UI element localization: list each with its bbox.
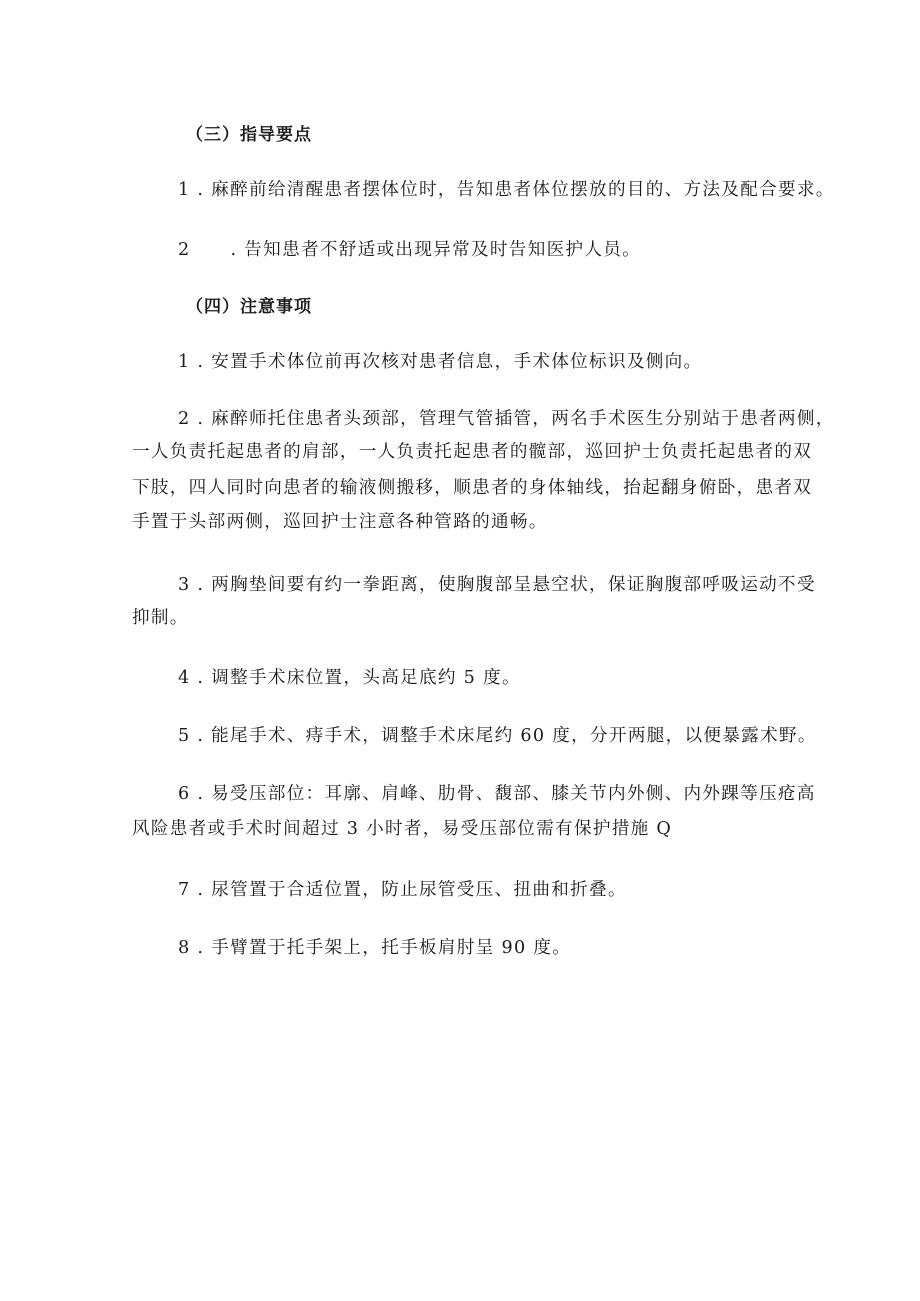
note-item-2-line-4: 手置于头部两侧，巡回护士注意各种管路的通畅。 [132,512,548,532]
guidance-item-2-text: . 告知患者不舒适或出现异常及时告知医护人员。 [230,240,642,260]
note-item-2-line-1: 2 . 麻醉师托住患者头颈部，管理气管插管，两名手术医生分别站于患者两侧， [178,409,835,429]
note-item-3-line-2: 抑制。 [132,608,189,628]
note-item-6-line-1: 6 . 易受压部位：耳廓、肩峰、肋骨、馥部、膝关节内外侧、内外踝等压疮高 [178,784,816,804]
note-item-1: 1 . 安置手术体位前再次核对患者信息，手术体位标识及侧向。 [178,352,703,372]
section-heading-notes: （四）注意事项 [186,297,312,317]
note-item-6-line-2: 风险患者或手术时间超过 3 小时者，易受压部位需有保护措施 Q [132,819,673,839]
section-heading-guidance: （三）指导要点 [186,125,312,145]
note-item-7: 7 . 尿管置于合适位置，防止尿管受压、扭曲和折叠。 [178,880,627,900]
note-item-3-line-1: 3 . 两胸垫间要有约一拳距离，使胸腹部呈悬空状，保证胸腹部呼吸运动不受 [178,575,816,595]
guidance-item-2-number: 2 [178,240,191,260]
note-item-2-line-2: 一人负责托起患者的肩部，一人负责托起患者的髋部，巡回护士负责托起患者的双 [132,442,813,462]
note-item-8: 8 . 手臂置于托手架上，托手板肩肘呈 90 度。 [178,938,572,958]
note-item-2-line-3: 下肢，四人同时向患者的输液侧搬移，顺患者的身体轴线，抬起翻身俯卧，患者双 [132,478,813,498]
guidance-item-2 [178,236,641,261]
guidance-item-1: 1 . 麻醉前给清醒患者摆体位时，告知患者体位摆放的目的、方法及配合要求。 [178,180,835,200]
note-item-4: 4 . 调整手术床位置，头高足底约 5 度。 [178,668,521,688]
note-item-5: 5 . 能尾手术、痔手术，调整手术床尾约 60 度，分开两腿，以便暴露术野。 [178,726,817,746]
